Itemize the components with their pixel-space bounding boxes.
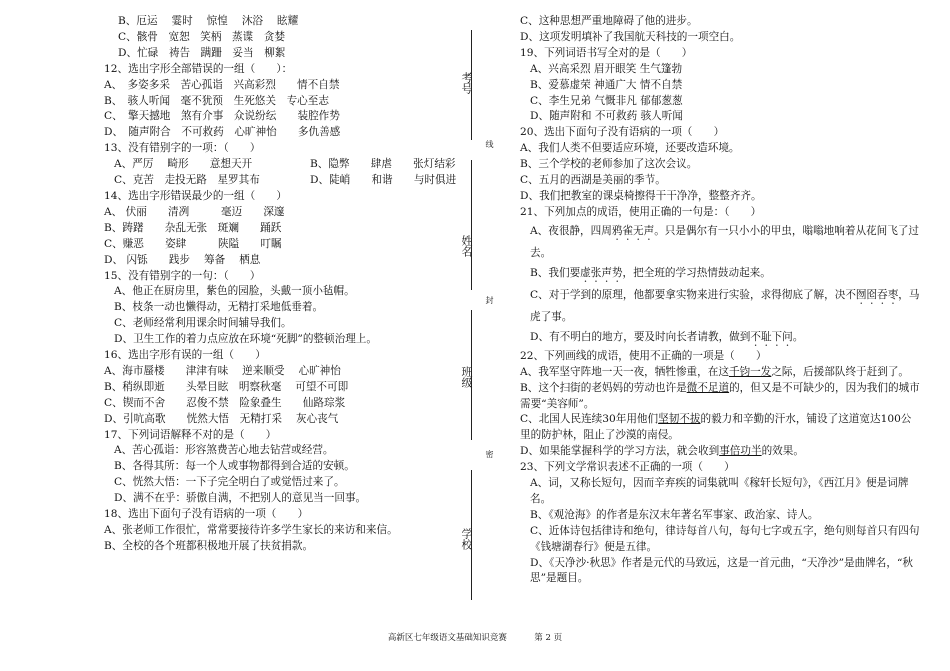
q22-option-b: B、这个扫街的老妈妈的劳动也许是微不足道的，但又是不可缺少的，因为我们的城市需要“美容师”。	[520, 381, 920, 410]
q17-stem: 17、下列词语解释不对的是（ ）	[104, 428, 277, 441]
q11-option-d: D、忙碌 祷告 蹒跚 妥当 柳絮	[118, 46, 286, 59]
q15-stem: 15、没有错别字的一句：（ ）	[104, 269, 261, 282]
q18-option-d: D、这项发明填补了我国航天科技的一项空白。	[520, 30, 741, 43]
q18-stem: 18、选出下面句子没有语病的一项（ ）	[104, 508, 309, 521]
q14-stem: 14、选出字形错误最少的一组（ ）	[104, 189, 287, 202]
q19-option-b: B、爱慕虚荣 神通广大 情不自禁	[530, 78, 683, 91]
q18-option-b: B、全校的各个班都积极地开展了扶贫捐款。	[104, 539, 314, 552]
q22-option-a: A、我军坚守阵地一天一夜，牺牲惨重，在这千钧一发之际，后援部队终于赶到了。	[520, 365, 910, 378]
q16-option-d: D、引吭高歌 恍然大悟 无精打采 灰心丧气	[104, 412, 339, 425]
label-mi: 密	[485, 450, 494, 458]
q18-option-a: A、张老师工作很忙，常常要接待许多学生家长的来访和来信。	[104, 524, 398, 536]
q22-b-idiom: 微不足道	[686, 381, 730, 394]
q15-option-c: C、老师经常利用课余时间辅导我们。	[114, 317, 292, 330]
q21-option-d: D、有不明白的地方，要及时向长者请教，做到不耻下问。	[530, 330, 804, 343]
q20-option-a: A、我们人类不但要适应环境，还要改造环境。	[520, 142, 740, 155]
q23-option-b: B、《观沧海》的作者是东汉末年著名军事家、政治家、诗人。	[530, 508, 819, 521]
q23-stem: 23、下列文学常识表述不正确的一项（ ）	[520, 461, 735, 474]
q21-c-idiom: 囫囵吞枣	[855, 288, 899, 301]
q20-option-b: B、三个学校的老师参加了这次会议。	[520, 158, 698, 171]
q23-option-c: C、近体诗包括律诗和绝句，律诗每首八句，每句七字或五字，绝句则每首只有四句《钱塘湖春行》便是五律。	[530, 524, 920, 553]
kaohao-blank	[471, 30, 472, 140]
q16-option-b: B、稍纵即逝 头晕目眩 明察秋毫 可望不可即	[104, 380, 349, 393]
q17-option-b: B、各得其所：每一个人或事物都得到合适的安顿。	[114, 460, 355, 473]
q23-option-d: D、《天净沙·秋思》作者是元代的马致远，这是一首元曲，“天净沙”是曲牌名，“秋思”是题目。	[530, 556, 913, 585]
q23-option-a: A、词，又称长短句，因而辛弃疾的词集就叫《稼轩长短句》，《西江月》便是词牌名。	[530, 477, 909, 505]
label-banji: 班级	[460, 366, 473, 388]
q20-stem: 20、选出下面句子没有语病的一项（ ）	[520, 126, 725, 139]
label-xingming: 姓名	[460, 235, 473, 257]
label-kaohao: 考号	[460, 72, 473, 94]
q18-option-c: C、这种思想严重地障碍了他的进步。	[520, 15, 698, 27]
q21-option-a: A、夜很静，四周鸦雀无声。只是偶尔有一只小小的甲虫，嗡嗡地响着从花间飞了过去。	[530, 224, 920, 259]
q13-option-b: B、隐弊 肆虐 张灯结彩	[310, 158, 456, 171]
q13-row-2	[104, 173, 459, 189]
q19-option-c: C、李生兄弟 气慨非凡 郁郁葱葱	[530, 94, 683, 107]
q16-option-a: A、海市蜃楼 津津有味 逆来顺受 心旷神怡	[104, 364, 341, 377]
q21-option-b: B、我们要虚张声势，把全班的学习热情鼓动起来。	[530, 266, 771, 279]
q20-option-c: C、五月的西湖是美丽的季节。	[520, 174, 666, 187]
q17-option-d: D、满不在乎：骄傲自满，不把别人的意见当一回事。	[114, 492, 367, 505]
q14-option-a: A、 伏丽 清冽 毫迈 深邃	[104, 205, 285, 218]
page-footer	[0, 631, 950, 643]
q14-option-d: D、 闪铄 践步 筹备 栖息	[104, 253, 261, 266]
q17-option-a: A、苦心孤诣：形容煞费苦心地去钻营或经营。	[114, 444, 334, 457]
label-feng: 封	[485, 296, 494, 304]
left-column	[104, 14, 459, 555]
q19-option-a: A、兴高采烈 眉开眼笑 生气篷勃	[530, 62, 683, 75]
q15-option-a: A、他正在厨房里，紫色的园脸，头戴一顶小毡帽。	[114, 285, 355, 298]
q11-option-b: B、厄运 霎时 惊惶 沐浴 眩耀	[118, 15, 299, 27]
q15-option-b: B、枝条一动也懒得动，无精打采地低垂着。	[114, 301, 324, 314]
footer-title: 高新区七年级语文基础知识竞赛	[387, 633, 507, 643]
q15-option-d: D、卫生工作的着力点应放在环境“死脚”的整顿治理上。	[114, 333, 377, 346]
q16-stem: 16、选出字形有误的一组（ ）	[104, 349, 266, 362]
binding-margin	[458, 0, 513, 671]
q11-option-c: C、骸骨 宽恕 笑柄 蒸谍 贪婪	[118, 30, 286, 43]
q21-stem: 21、下列加点的成语，使用正确的一句是：（ ）	[520, 205, 762, 218]
right-column	[520, 14, 920, 587]
q13-option-c: C、克苦 走投无路 星罗其布	[114, 174, 260, 187]
q13-stem: 13、没有错别字的一项：（ ）	[104, 142, 261, 155]
label-xian: 线	[485, 140, 494, 148]
q21-b-idiom: 虚张声势	[580, 266, 623, 279]
label-xuexiao: 学校	[460, 528, 473, 550]
q12-option-a: A、 多姿多采 苦心孤诣 兴高彩烈 情不自禁	[104, 78, 340, 91]
xingming-blank	[471, 160, 472, 290]
q12-option-c: C、 擎天撼地 煞有介事 众说纷纭 装腔作势	[104, 110, 340, 123]
q13-option-a: A、严厉 畸形 意想天开	[114, 158, 253, 171]
q12-option-d: D、 随声附合 不可救药 心旷神怡 多仇善感	[104, 126, 341, 139]
q20-option-d: D、我们把教室的课桌椅擦得干干净净，整整齐齐。	[520, 189, 762, 202]
q21-option-c: C、对于学到的原理，他都要拿实物来进行实验，求得彻底了解，决不囫囵吞枣，马虎了事。	[530, 288, 920, 323]
q14-option-b: B、踌躇 杂乱无张 斑斓 踊跃	[104, 221, 282, 234]
q22-option-d: D、如果能掌握科学的学习方法，就会收到事倍功半的效果。	[520, 445, 804, 458]
footer-page-number: 第 2 页	[534, 633, 563, 643]
xuexiao-blank	[471, 470, 472, 600]
banji-blank	[471, 310, 472, 440]
q22-stem: 22、下列画线的成语，使用不正确的一项是（ ）	[520, 349, 767, 362]
q22-option-c: C、北国人民连续30年用他们坚韧不拔的毅力和辛勤的汗水，铺设了这道宽达100公里的防护林，阻止了沙漠的南侵。	[520, 413, 912, 442]
q19-option-d: D、随声附和 不可救药 骇人听闻	[530, 110, 683, 123]
q17-option-c: C、恍然大悟：一下子完全明白了或觉悟过来了。	[114, 476, 345, 489]
q19-stem: 19、下列词语书写全对的是（ ）	[520, 46, 693, 59]
q14-option-c: C、赚恶 姿肆 陕隘 叮瞩	[104, 237, 282, 250]
q13-option-d: D、陡峭 和谐 与时俱进	[310, 174, 457, 187]
q13-row-1	[104, 157, 459, 173]
q16-option-c: C、锲而不舍 忍俊不禁 险象叠生 仙路琮浆	[104, 396, 346, 409]
q22-c-idiom: 坚韧不拔	[658, 413, 701, 426]
q21-d-idiom: 不耻下问	[750, 330, 793, 343]
q12-option-b: B、 骇人听闻 毫不犹预 生死悠关 专心至志	[104, 94, 329, 107]
q21-a-idiom: 鸦雀无声	[611, 224, 655, 237]
q12-stem: 12、选出字形全部错误的一组（ ）：	[104, 62, 293, 75]
q22-a-idiom: 千钧一发	[728, 365, 772, 378]
q22-d-idiom: 事倍功半	[719, 445, 762, 458]
